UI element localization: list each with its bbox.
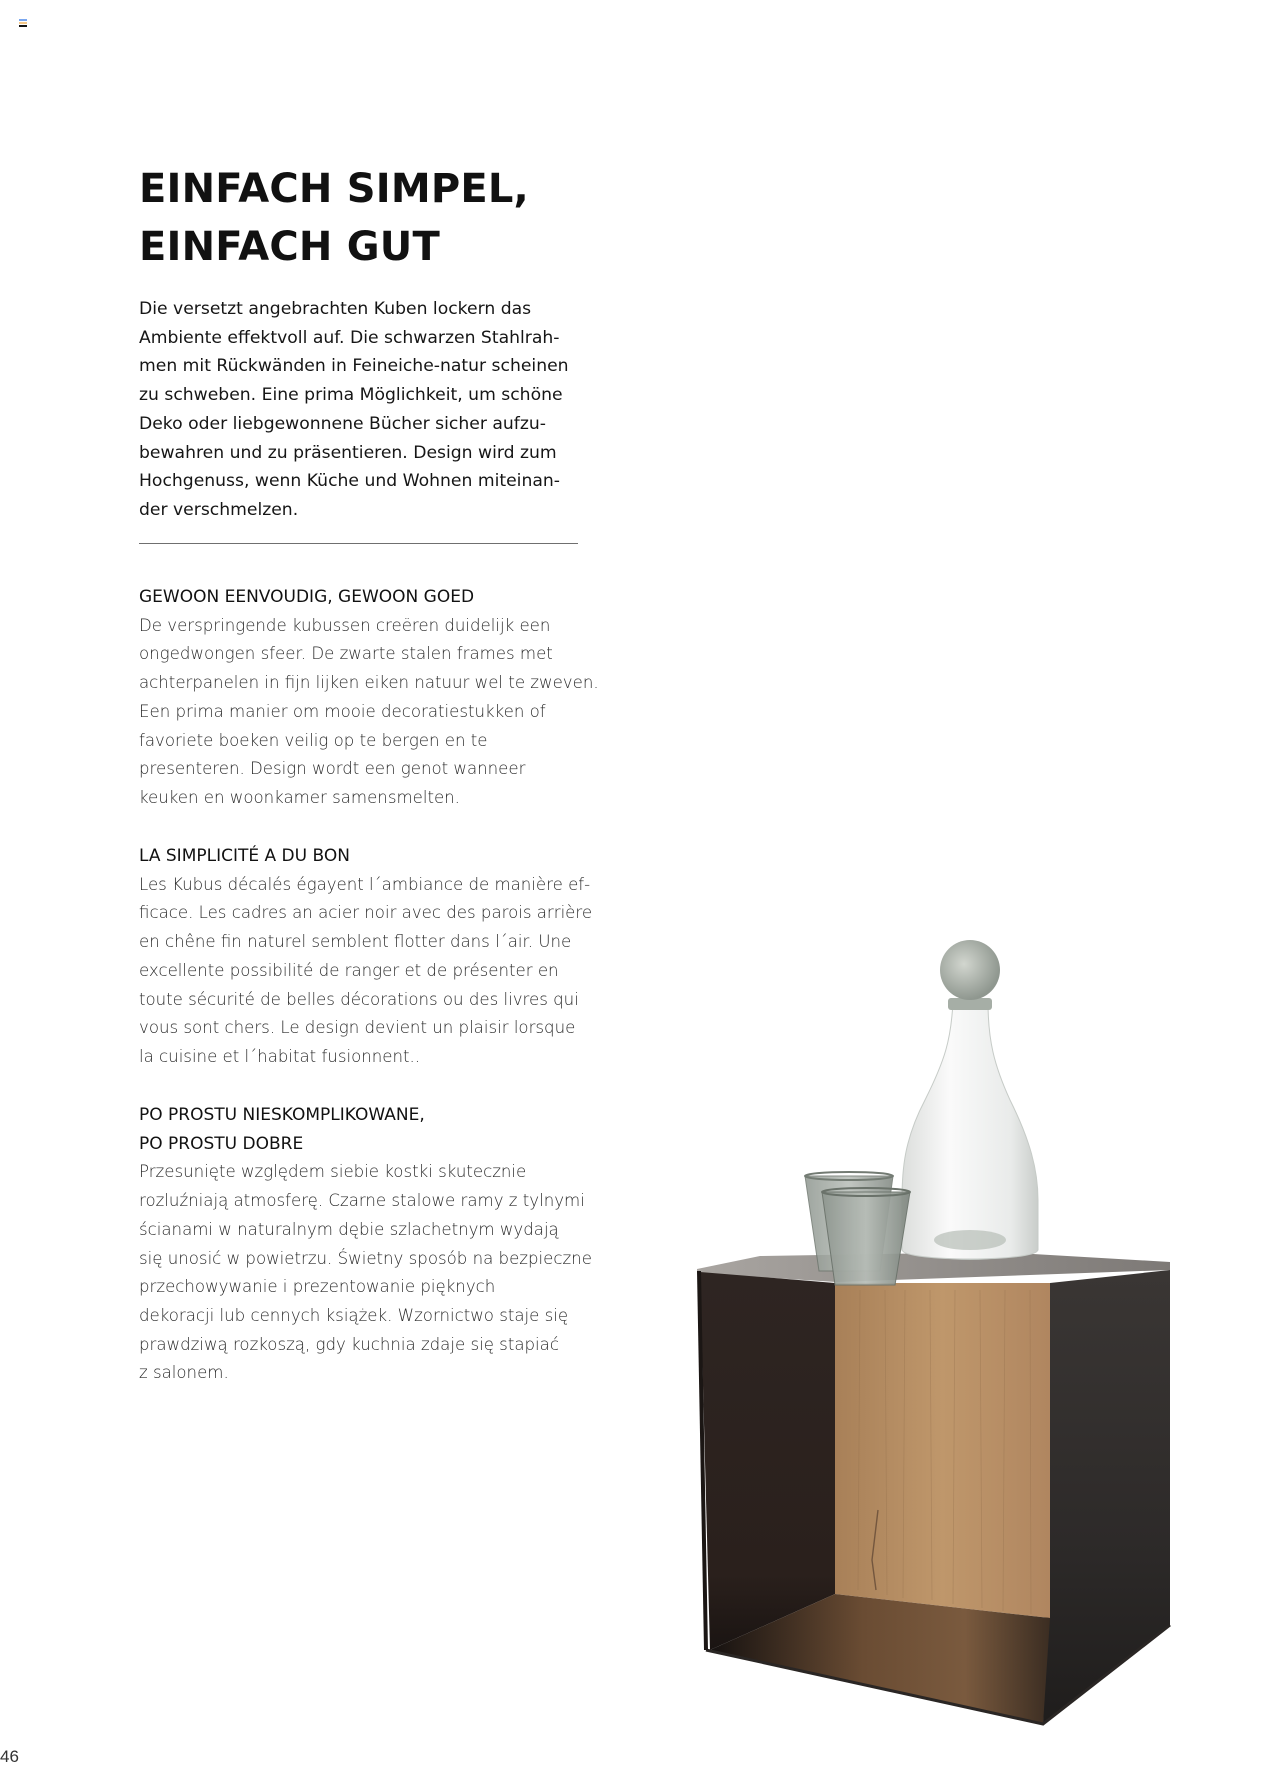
- body-line: favoriete boeken veilig op te bergen en te: [139, 730, 488, 750]
- section-heading-pl: [139, 1101, 589, 1158]
- body-line: prawdziwą rozkoszą, gdy kuchnia zdaje się stapiać: [139, 1334, 559, 1354]
- hamburger-menu-icon[interactable]: [19, 19, 27, 27]
- body-line: Les Kubus décalés égayent l´ambiance de manière ef-: [139, 874, 591, 894]
- body-line: rozluźniają atmosferę. Czarne stalowe ramy z tylnymi: [139, 1191, 585, 1211]
- intro-line: Deko oder liebgewonnene Bücher sicher aufzu-: [139, 413, 546, 434]
- body-line: keuken en woonkamer samensmelten.: [139, 787, 460, 807]
- body-line: excellente possibilité de ranger et de présenter en: [139, 960, 559, 980]
- section-body-fr: [139, 871, 593, 1072]
- page-title: [139, 160, 529, 276]
- intro-line: zu schweben. Eine prima Möglichkeit, um schöne: [139, 385, 563, 406]
- section-polish: [139, 1101, 592, 1388]
- heading-line: LA SIMPLICITÉ A DU BON: [139, 846, 350, 866]
- heading-line: GEWOON EENVOUDIG, GEWOON GOED: [139, 587, 475, 607]
- body-line: ongedwongen sfeer. De zwarte stalen frames met: [139, 644, 553, 664]
- menu-bar-2: [19, 22, 27, 24]
- body-line: achterpanelen in fijn lijken eiken natuur wel te zweven.: [139, 673, 599, 693]
- section-body-nl: [139, 612, 599, 813]
- body-line: en chêne fin naturel semblent flotter dans l´air. Une: [139, 932, 572, 952]
- body-line: ścianami w naturalnym dębie szlachetnym wydają: [139, 1219, 559, 1239]
- section-heading-nl: [139, 583, 589, 612]
- body-line: vous sont chers. Le design devient un plaisir lorsque: [139, 1018, 576, 1038]
- menu-bar-1: [19, 19, 27, 21]
- heading-line: PO PROSTU DOBRE: [139, 1133, 304, 1154]
- body-line: Przesunięte względem siebie kostki skutecznie: [139, 1162, 527, 1182]
- intro-line: Ambiente effektvoll auf. Die schwarzen Stahlrah-: [139, 327, 560, 348]
- body-line: la cuisine et l´habitat fusionnent..: [139, 1046, 421, 1066]
- section-divider: [139, 543, 578, 544]
- product-photo-cube-with-carafe: [690, 920, 1180, 1730]
- body-line: presenteren. Design wordt een genot wanneer: [139, 759, 526, 779]
- section-dutch: [139, 583, 599, 813]
- body-line: dekoracji lub cennych książek. Wzornictwo staje się: [139, 1305, 569, 1325]
- intro-paragraph-de: [139, 295, 579, 525]
- intro-line: bewahren und zu präsentieren. Design wird zum: [139, 442, 557, 463]
- body-line: przechowywanie i prezentowanie pięknych: [139, 1277, 496, 1297]
- body-line: ficace. Les cadres an acier noir avec des parois arrière: [139, 903, 593, 923]
- body-line: z salonem.: [139, 1363, 229, 1383]
- intro-line: Die versetzt angebrachten Kuben lockern das: [139, 299, 532, 319]
- title-line-1: EINFACH SIMPEL,: [139, 166, 529, 212]
- body-line: De verspringende kubussen creëren duidelijk een: [139, 615, 551, 635]
- section-body-pl: [139, 1158, 592, 1388]
- intro-line: Hochgenuss, wenn Küche und Wohnen miteinan-: [139, 471, 560, 492]
- body-line: Een prima manier om mooie decoratiestukken of: [139, 701, 546, 721]
- body-line: toute sécurité de belles décorations ou des livres qui: [139, 989, 579, 1009]
- body-line: się unosić w powietrzu. Świetny sposób na bezpieczne: [139, 1248, 592, 1268]
- intro-line: der verschmelzen.: [139, 499, 299, 520]
- section-heading-fr: [139, 842, 589, 871]
- page-number: 46: [0, 1747, 19, 1766]
- title-line-2: EINFACH GUT: [139, 224, 440, 270]
- section-french: [139, 842, 593, 1072]
- intro-line: men mit Rückwänden in Feineiche-natur scheinen: [139, 356, 569, 377]
- menu-bar-3: [19, 25, 27, 27]
- heading-line: PO PROSTU NIESKOMPLIKOWANE,: [139, 1105, 425, 1125]
